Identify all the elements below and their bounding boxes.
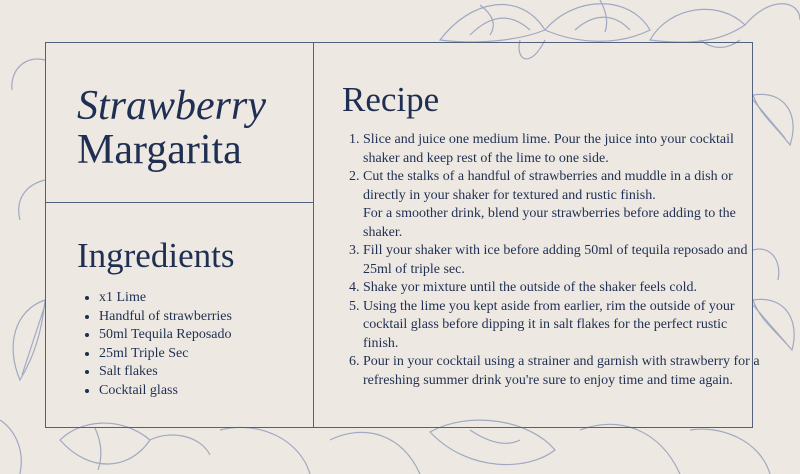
recipe-step [363, 242, 763, 279]
ingredients-heading: Ingredients [77, 236, 235, 275]
step-text: Pour in your cocktail using a strainer and garnish with strawberry for a refreshing summer drink you're sure to enjoy time and time again. [363, 354, 760, 388]
page-title [77, 84, 266, 172]
recipe-steps [336, 131, 763, 390]
flower-top-right [650, 4, 800, 48]
step-text: Cut the stalks of a handful of strawberries and muddle in a dish or directly in your shaker for textured and rustic finish. [363, 169, 733, 203]
ingredient-item: • Cocktail glass [99, 382, 232, 401]
step-text: Using the lime you kept aside from earlier, rim the outside of your cocktail glass before dipping it in salt flakes for the perfect rustic finish. [363, 298, 735, 351]
leaves-left [12, 59, 45, 380]
recipe-step [363, 353, 763, 390]
recipe-step [363, 131, 763, 168]
ingredient-item: • 50ml Tequila Reposado [99, 326, 232, 345]
step-text: Fill your shaker with ice before adding 50ml of tequila reposado and 25ml of triple sec. [363, 243, 748, 277]
flowers-bottom [0, 420, 770, 474]
recipe-heading: Recipe [342, 80, 440, 119]
ingredients-list [75, 289, 232, 401]
title-line-2: Margarita [77, 127, 242, 173]
step-note: For a smoother drink, blend your strawberries before adding to the shaker. [363, 206, 736, 240]
ingredient-item: • 25ml Triple Sec [99, 345, 232, 364]
ingredient-item: • x1 Lime [99, 289, 232, 308]
recipe-step [363, 279, 763, 298]
horizontal-divider [45, 202, 313, 203]
ingredient-item: • Salt flakes [99, 363, 232, 382]
step-text: Slice and juice one medium lime. Pour the juice into your cocktail shaker and keep rest of the lime to one side. [363, 132, 734, 166]
recipe-step [363, 168, 763, 242]
title-line-1: Strawberry [77, 83, 266, 129]
ingredient-item: • Handful of strawberries [99, 308, 232, 327]
recipe-step [363, 298, 763, 354]
vertical-divider [313, 42, 314, 428]
step-text: Shake yor mixture until the outside of the shaker feels cold. [363, 280, 697, 295]
